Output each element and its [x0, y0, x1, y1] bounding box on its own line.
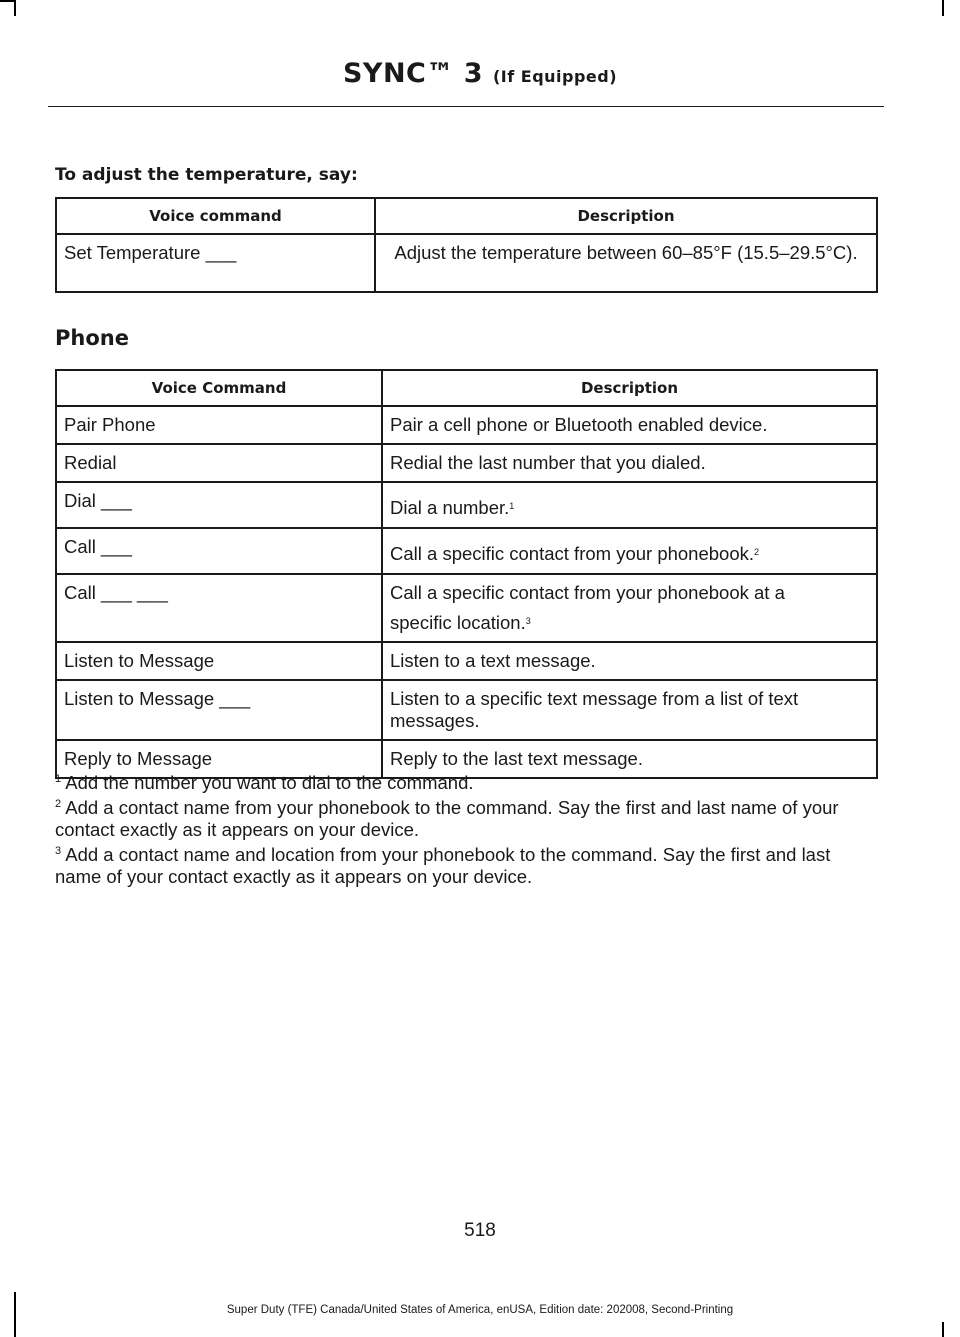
section-heading-phone: Phone	[55, 326, 129, 350]
crop-mark	[942, 0, 944, 16]
description-cell: Listen to a text message.	[382, 642, 877, 680]
footnote	[55, 772, 881, 794]
voice-command-cell: Dial ___	[56, 482, 382, 528]
voice-command-cell: Reply to Message	[56, 740, 382, 778]
footnote-mark: 1	[55, 773, 62, 785]
description-cell: Listen to a specific text message from a list of text messages.	[382, 680, 877, 740]
footnotes	[55, 772, 881, 891]
page-number: 518	[464, 1220, 496, 1241]
phone-commands-table	[55, 369, 878, 779]
footnote-text: Add a contact name from your phonebook to the command. Say the first and last name of your contact exactly as it appears on your device.	[55, 797, 839, 840]
table-header-row	[56, 370, 877, 406]
footnote-mark: 3	[55, 845, 62, 857]
column-header-command: Voice Command	[56, 370, 382, 406]
footnote-reference: 1	[509, 501, 515, 511]
table-header-row	[56, 198, 877, 234]
footnote-reference: 3	[525, 616, 531, 626]
crop-mark	[14, 0, 16, 16]
voice-command-cell: Redial	[56, 444, 382, 482]
footnote-mark: 2	[55, 798, 62, 810]
description-cell	[382, 528, 877, 574]
table-row	[56, 642, 877, 680]
column-header-description: Description	[375, 198, 877, 234]
description-text-continued	[390, 612, 869, 634]
description-cell: Redial the last number that you dialed.	[382, 444, 877, 482]
column-header-description: Description	[382, 370, 877, 406]
voice-command-cell: Call ___ ___	[56, 574, 382, 642]
footnote-reference: 2	[754, 547, 760, 557]
voice-command-cell: Set Temperature ___	[56, 234, 375, 292]
voice-command-cell: Pair Phone	[56, 406, 382, 444]
footnote-text: Add the number you want to dial to the command.	[65, 772, 474, 793]
table-row	[56, 574, 877, 642]
header-divider	[48, 106, 884, 107]
voice-command-cell: Listen to Message ___	[56, 680, 382, 740]
page-header	[0, 58, 960, 89]
description-text: Dial a number.	[390, 497, 510, 518]
table-row	[56, 680, 877, 740]
description-text: Call a specific contact from your phonebook.	[390, 543, 755, 564]
description-cell: Pair a cell phone or Bluetooth enabled device.	[382, 406, 877, 444]
table-row	[56, 234, 877, 292]
description-cell	[382, 482, 877, 528]
voice-command-cell: Call ___	[56, 528, 382, 574]
table-row	[56, 444, 877, 482]
footnote	[55, 797, 881, 841]
voice-command-cell: Listen to Message	[56, 642, 382, 680]
description-cell: Reply to the last text message.	[382, 740, 877, 778]
footnote-text: Add a contact name and location from your phonebook to the command. Say the first and last name of your contact exactly as it appears on your device.	[55, 844, 831, 887]
description-cell: Adjust the temperature between 60–85°F (15.5–29.5°C).	[375, 234, 877, 292]
description-text: Call a specific contact from your phonebook at a	[390, 582, 785, 603]
description-text: specific location.	[390, 612, 526, 633]
table-row	[56, 482, 877, 528]
temperature-table	[55, 197, 878, 293]
column-header-command: Voice command	[56, 198, 375, 234]
crop-mark	[942, 1322, 944, 1337]
header-subtitle: (If Equipped)	[492, 67, 618, 86]
table-row	[56, 528, 877, 574]
temperature-lead: To adjust the temperature, say:	[55, 165, 358, 185]
header-title: SYNC™ 3	[342, 58, 484, 89]
description-cell	[382, 574, 877, 642]
page-footer: Super Duty (TFE) Canada/United States of America, enUSA, Edition date: 202008, Second-Printing	[226, 1304, 734, 1316]
table-row	[56, 406, 877, 444]
footnote	[55, 844, 881, 888]
